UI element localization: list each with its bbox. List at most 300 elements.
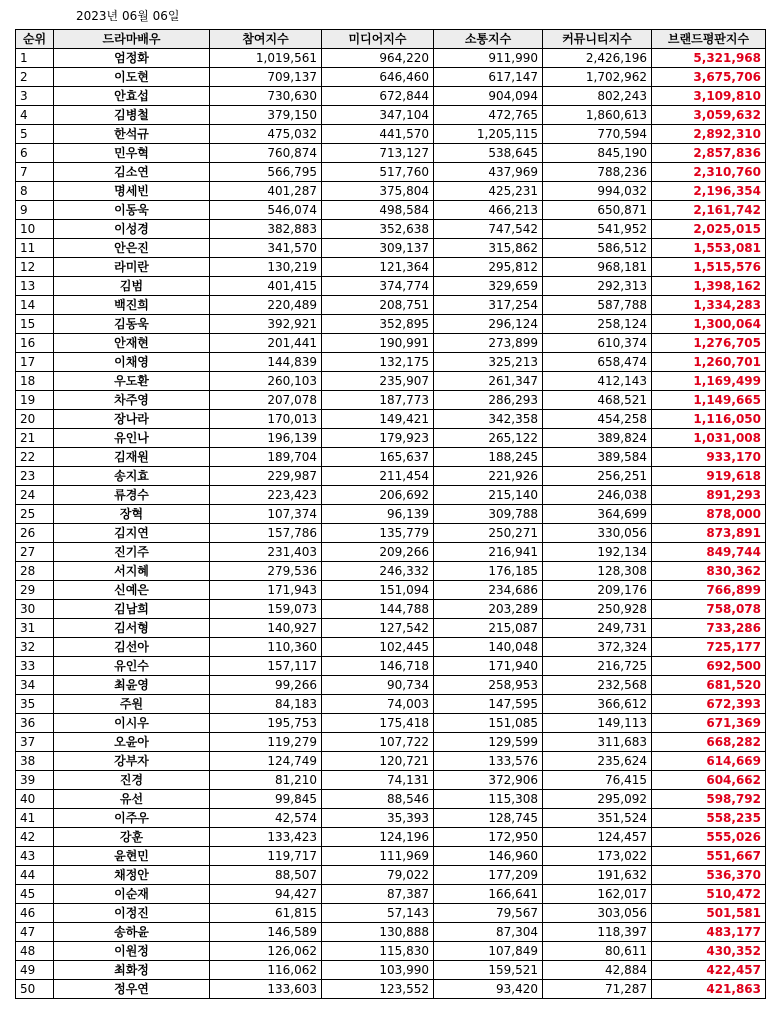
media-index-cell: 441,570 [322,125,434,144]
community-index-cell: 192,134 [543,543,652,562]
communication-index-cell: 315,862 [434,239,543,258]
community-index-cell: 788,236 [543,163,652,182]
rank-cell: 33 [16,657,54,676]
media-index-cell: 146,718 [322,657,434,676]
community-index-cell: 610,374 [543,334,652,353]
participation-index-cell: 546,074 [210,201,322,220]
brand-reputation-index-cell: 849,744 [652,543,766,562]
rank-cell: 16 [16,334,54,353]
participation-index-cell: 730,630 [210,87,322,106]
actor-name-cell: 송하윤 [54,923,210,942]
table-row [16,315,766,334]
media-index-cell: 120,721 [322,752,434,771]
table-row [16,201,766,220]
actor-name-cell: 유선 [54,790,210,809]
communication-index-cell: 159,521 [434,961,543,980]
header-actor: 드라마배우 [54,30,210,49]
header-community-index: 커뮤니티지수 [543,30,652,49]
participation-index-cell: 107,374 [210,505,322,524]
media-index-cell: 74,131 [322,771,434,790]
rank-cell: 13 [16,277,54,296]
brand-reputation-index-cell: 891,293 [652,486,766,505]
table-row [16,334,766,353]
community-index-cell: 968,181 [543,258,652,277]
actor-name-cell: 우도환 [54,372,210,391]
brand-reputation-index-cell: 5,321,968 [652,49,766,68]
rank-cell: 37 [16,733,54,752]
rank-cell: 20 [16,410,54,429]
participation-index-cell: 220,489 [210,296,322,315]
actor-name-cell: 명세빈 [54,182,210,201]
participation-index-cell: 157,786 [210,524,322,543]
brand-reputation-index-cell: 501,581 [652,904,766,923]
brand-reputation-index-cell: 3,059,632 [652,106,766,125]
table-row [16,828,766,847]
media-index-cell: 130,888 [322,923,434,942]
table-row [16,942,766,961]
participation-index-cell: 195,753 [210,714,322,733]
table-row [16,258,766,277]
media-index-cell: 208,751 [322,296,434,315]
community-index-cell: 250,928 [543,600,652,619]
table-row [16,866,766,885]
rank-cell: 25 [16,505,54,524]
communication-index-cell: 128,745 [434,809,543,828]
rank-cell: 47 [16,923,54,942]
table-row [16,695,766,714]
participation-index-cell: 110,360 [210,638,322,657]
table-row [16,448,766,467]
brand-reputation-index-cell: 422,457 [652,961,766,980]
table-row [16,182,766,201]
communication-index-cell: 1,205,115 [434,125,543,144]
community-index-cell: 256,251 [543,467,652,486]
communication-index-cell: 342,358 [434,410,543,429]
rank-cell: 11 [16,239,54,258]
community-index-cell: 802,243 [543,87,652,106]
rank-cell: 27 [16,543,54,562]
communication-index-cell: 215,140 [434,486,543,505]
media-index-cell: 87,387 [322,885,434,904]
communication-index-cell: 93,420 [434,980,543,999]
participation-index-cell: 94,427 [210,885,322,904]
communication-index-cell: 216,941 [434,543,543,562]
table-row [16,638,766,657]
brand-reputation-index-cell: 421,863 [652,980,766,999]
participation-index-cell: 392,921 [210,315,322,334]
media-index-cell: 144,788 [322,600,434,619]
rank-cell: 3 [16,87,54,106]
participation-index-cell: 140,927 [210,619,322,638]
actor-name-cell: 민우혁 [54,144,210,163]
rank-cell: 46 [16,904,54,923]
communication-index-cell: 911,990 [434,49,543,68]
actor-name-cell: 이성경 [54,220,210,239]
media-index-cell: 115,830 [322,942,434,961]
media-index-cell: 35,393 [322,809,434,828]
rank-cell: 21 [16,429,54,448]
participation-index-cell: 157,117 [210,657,322,676]
table-row [16,904,766,923]
communication-index-cell: 329,659 [434,277,543,296]
brand-reputation-index-cell: 766,899 [652,581,766,600]
table-row [16,410,766,429]
communication-index-cell: 221,926 [434,467,543,486]
table-row [16,619,766,638]
brand-reputation-index-cell: 1,149,665 [652,391,766,410]
brand-reputation-index-cell: 2,025,015 [652,220,766,239]
community-index-cell: 292,313 [543,277,652,296]
rank-cell: 5 [16,125,54,144]
community-index-cell: 303,056 [543,904,652,923]
rank-cell: 9 [16,201,54,220]
header-media-index: 미디어지수 [322,30,434,49]
table-row [16,429,766,448]
table-row [16,980,766,999]
table-row [16,505,766,524]
participation-index-cell: 170,013 [210,410,322,429]
community-index-cell: 209,176 [543,581,652,600]
participation-index-cell: 401,415 [210,277,322,296]
table-body [16,49,766,999]
table-row [16,562,766,581]
actor-name-cell: 김지연 [54,524,210,543]
table-row [16,467,766,486]
community-index-cell: 191,632 [543,866,652,885]
rank-cell: 24 [16,486,54,505]
brand-reputation-index-cell: 3,109,810 [652,87,766,106]
media-index-cell: 209,266 [322,543,434,562]
participation-index-cell: 130,219 [210,258,322,277]
communication-index-cell: 747,542 [434,220,543,239]
header-brand-reputation-index: 브랜드평판지수 [652,30,766,49]
community-index-cell: 80,611 [543,942,652,961]
brand-reputation-index-cell: 1,334,283 [652,296,766,315]
brand-reputation-index-cell: 1,031,008 [652,429,766,448]
rank-cell: 48 [16,942,54,961]
actor-name-cell: 김재원 [54,448,210,467]
community-index-cell: 124,457 [543,828,652,847]
table-row [16,87,766,106]
community-index-cell: 149,113 [543,714,652,733]
participation-index-cell: 379,150 [210,106,322,125]
participation-index-cell: 189,704 [210,448,322,467]
actor-name-cell: 윤현민 [54,847,210,866]
participation-index-cell: 475,032 [210,125,322,144]
media-index-cell: 74,003 [322,695,434,714]
community-index-cell: 71,287 [543,980,652,999]
media-index-cell: 124,196 [322,828,434,847]
community-index-cell: 1,860,613 [543,106,652,125]
communication-index-cell: 166,641 [434,885,543,904]
participation-index-cell: 171,943 [210,581,322,600]
community-index-cell: 454,258 [543,410,652,429]
table-row [16,961,766,980]
rank-cell: 49 [16,961,54,980]
media-index-cell: 352,638 [322,220,434,239]
community-index-cell: 258,124 [543,315,652,334]
communication-index-cell: 261,347 [434,372,543,391]
header-communication-index: 소통지수 [434,30,543,49]
communication-index-cell: 437,969 [434,163,543,182]
communication-index-cell: 87,304 [434,923,543,942]
participation-index-cell: 124,749 [210,752,322,771]
actor-name-cell: 송지효 [54,467,210,486]
brand-reputation-index-cell: 725,177 [652,638,766,657]
actor-name-cell: 정우연 [54,980,210,999]
rank-cell: 14 [16,296,54,315]
rank-cell: 39 [16,771,54,790]
community-index-cell: 162,017 [543,885,652,904]
participation-index-cell: 88,507 [210,866,322,885]
community-index-cell: 232,568 [543,676,652,695]
rank-cell: 12 [16,258,54,277]
rank-cell: 22 [16,448,54,467]
participation-index-cell: 566,795 [210,163,322,182]
actor-name-cell: 장나라 [54,410,210,429]
brand-reputation-index-cell: 1,116,050 [652,410,766,429]
table-row [16,220,766,239]
community-index-cell: 364,699 [543,505,652,524]
media-index-cell: 646,460 [322,68,434,87]
participation-index-cell: 207,078 [210,391,322,410]
actor-name-cell: 안효섭 [54,87,210,106]
brand-reputation-index-cell: 536,370 [652,866,766,885]
community-index-cell: 845,190 [543,144,652,163]
brand-reputation-index-cell: 692,500 [652,657,766,676]
participation-index-cell: 61,815 [210,904,322,923]
actor-name-cell: 최윤영 [54,676,210,695]
communication-index-cell: 466,213 [434,201,543,220]
community-index-cell: 42,884 [543,961,652,980]
table-row [16,391,766,410]
actor-name-cell: 강훈 [54,828,210,847]
participation-index-cell: 119,717 [210,847,322,866]
participation-index-cell: 146,589 [210,923,322,942]
header-rank: 순위 [16,30,54,49]
brand-reputation-index-cell: 933,170 [652,448,766,467]
actor-name-cell: 김병철 [54,106,210,125]
participation-index-cell: 223,423 [210,486,322,505]
actor-name-cell: 라미란 [54,258,210,277]
date-label: 2023년 06월 06일 [76,9,180,23]
rank-cell: 8 [16,182,54,201]
brand-reputation-index-cell: 878,000 [652,505,766,524]
communication-index-cell: 472,765 [434,106,543,125]
actor-name-cell: 안은진 [54,239,210,258]
media-index-cell: 107,722 [322,733,434,752]
media-index-cell: 151,094 [322,581,434,600]
actor-name-cell: 이주우 [54,809,210,828]
table-row [16,581,766,600]
media-index-cell: 103,990 [322,961,434,980]
communication-index-cell: 286,293 [434,391,543,410]
table-row [16,885,766,904]
brand-reputation-index-cell: 483,177 [652,923,766,942]
actor-name-cell: 김동욱 [54,315,210,334]
actor-name-cell: 서지혜 [54,562,210,581]
actor-name-cell: 장혁 [54,505,210,524]
rank-cell: 7 [16,163,54,182]
table-row [16,353,766,372]
media-index-cell: 90,734 [322,676,434,695]
community-index-cell: 173,022 [543,847,652,866]
participation-index-cell: 229,987 [210,467,322,486]
actor-name-cell: 이도현 [54,68,210,87]
actor-name-cell: 차주영 [54,391,210,410]
communication-index-cell: 309,788 [434,505,543,524]
rank-cell: 28 [16,562,54,581]
table-row [16,809,766,828]
community-index-cell: 295,092 [543,790,652,809]
rank-cell: 19 [16,391,54,410]
rank-cell: 26 [16,524,54,543]
brand-reputation-index-cell: 510,472 [652,885,766,904]
communication-index-cell: 107,849 [434,942,543,961]
participation-index-cell: 709,137 [210,68,322,87]
table-row [16,524,766,543]
actor-name-cell: 안재현 [54,334,210,353]
rank-cell: 40 [16,790,54,809]
communication-index-cell: 425,231 [434,182,543,201]
table-row [16,106,766,125]
participation-index-cell: 260,103 [210,372,322,391]
community-index-cell: 389,584 [543,448,652,467]
actor-name-cell: 최화정 [54,961,210,980]
table-row [16,486,766,505]
rank-cell: 35 [16,695,54,714]
brand-reputation-index-cell: 1,398,162 [652,277,766,296]
table-row [16,49,766,68]
media-index-cell: 498,584 [322,201,434,220]
brand-reputation-index-cell: 1,300,064 [652,315,766,334]
participation-index-cell: 133,603 [210,980,322,999]
table-row [16,714,766,733]
media-index-cell: 179,923 [322,429,434,448]
table-header [16,30,766,49]
participation-index-cell: 1,019,561 [210,49,322,68]
rank-cell: 50 [16,980,54,999]
communication-index-cell: 904,094 [434,87,543,106]
rank-cell: 36 [16,714,54,733]
community-index-cell: 412,143 [543,372,652,391]
table-row [16,372,766,391]
community-index-cell: 118,397 [543,923,652,942]
actor-name-cell: 한석규 [54,125,210,144]
table-row [16,543,766,562]
community-index-cell: 216,725 [543,657,652,676]
community-index-cell: 541,952 [543,220,652,239]
communication-index-cell: 203,289 [434,600,543,619]
media-index-cell: 149,421 [322,410,434,429]
brand-reputation-index-cell: 2,196,354 [652,182,766,201]
participation-index-cell: 201,441 [210,334,322,353]
actor-name-cell: 진경 [54,771,210,790]
media-index-cell: 352,895 [322,315,434,334]
table-row [16,790,766,809]
brand-reputation-index-cell: 2,857,836 [652,144,766,163]
brand-reputation-index-cell: 672,393 [652,695,766,714]
media-index-cell: 964,220 [322,49,434,68]
community-index-cell: 249,731 [543,619,652,638]
participation-index-cell: 116,062 [210,961,322,980]
actor-name-cell: 류경수 [54,486,210,505]
media-index-cell: 190,991 [322,334,434,353]
community-index-cell: 587,788 [543,296,652,315]
rank-cell: 34 [16,676,54,695]
rank-cell: 4 [16,106,54,125]
community-index-cell: 366,612 [543,695,652,714]
communication-index-cell: 146,960 [434,847,543,866]
participation-index-cell: 159,073 [210,600,322,619]
community-index-cell: 235,624 [543,752,652,771]
media-index-cell: 672,844 [322,87,434,106]
community-index-cell: 468,521 [543,391,652,410]
media-index-cell: 135,779 [322,524,434,543]
rank-cell: 32 [16,638,54,657]
header-participation-index: 참여지수 [210,30,322,49]
communication-index-cell: 177,209 [434,866,543,885]
participation-index-cell: 126,062 [210,942,322,961]
rank-cell: 45 [16,885,54,904]
participation-index-cell: 99,845 [210,790,322,809]
media-index-cell: 111,969 [322,847,434,866]
brand-reputation-index-cell: 558,235 [652,809,766,828]
brand-reputation-index-cell: 668,282 [652,733,766,752]
community-index-cell: 650,871 [543,201,652,220]
community-index-cell: 76,415 [543,771,652,790]
communication-index-cell: 372,906 [434,771,543,790]
brand-reputation-index-cell: 830,362 [652,562,766,581]
actor-name-cell: 백진희 [54,296,210,315]
participation-index-cell: 119,279 [210,733,322,752]
communication-index-cell: 538,645 [434,144,543,163]
actor-name-cell: 이순재 [54,885,210,904]
rank-cell: 15 [16,315,54,334]
media-index-cell: 102,445 [322,638,434,657]
brand-reputation-index-cell: 1,260,701 [652,353,766,372]
participation-index-cell: 196,139 [210,429,322,448]
brand-reputation-index-cell: 2,161,742 [652,201,766,220]
brand-reputation-index-cell: 758,078 [652,600,766,619]
table-row [16,125,766,144]
media-index-cell: 375,804 [322,182,434,201]
brand-reputation-index-cell: 604,662 [652,771,766,790]
actor-name-cell: 김범 [54,277,210,296]
brand-reputation-index-cell: 598,792 [652,790,766,809]
actor-name-cell: 이동욱 [54,201,210,220]
actor-name-cell: 김서형 [54,619,210,638]
participation-index-cell: 341,570 [210,239,322,258]
brand-reputation-index-cell: 2,892,310 [652,125,766,144]
actor-name-cell: 이시우 [54,714,210,733]
participation-index-cell: 81,210 [210,771,322,790]
table-row [16,771,766,790]
communication-index-cell: 234,686 [434,581,543,600]
table-row [16,277,766,296]
media-index-cell: 123,552 [322,980,434,999]
communication-index-cell: 151,085 [434,714,543,733]
media-index-cell: 165,637 [322,448,434,467]
brand-reputation-table [15,29,766,999]
rank-cell: 31 [16,619,54,638]
actor-name-cell: 유인나 [54,429,210,448]
community-index-cell: 128,308 [543,562,652,581]
media-index-cell: 206,692 [322,486,434,505]
communication-index-cell: 115,308 [434,790,543,809]
communication-index-cell: 250,271 [434,524,543,543]
media-index-cell: 175,418 [322,714,434,733]
